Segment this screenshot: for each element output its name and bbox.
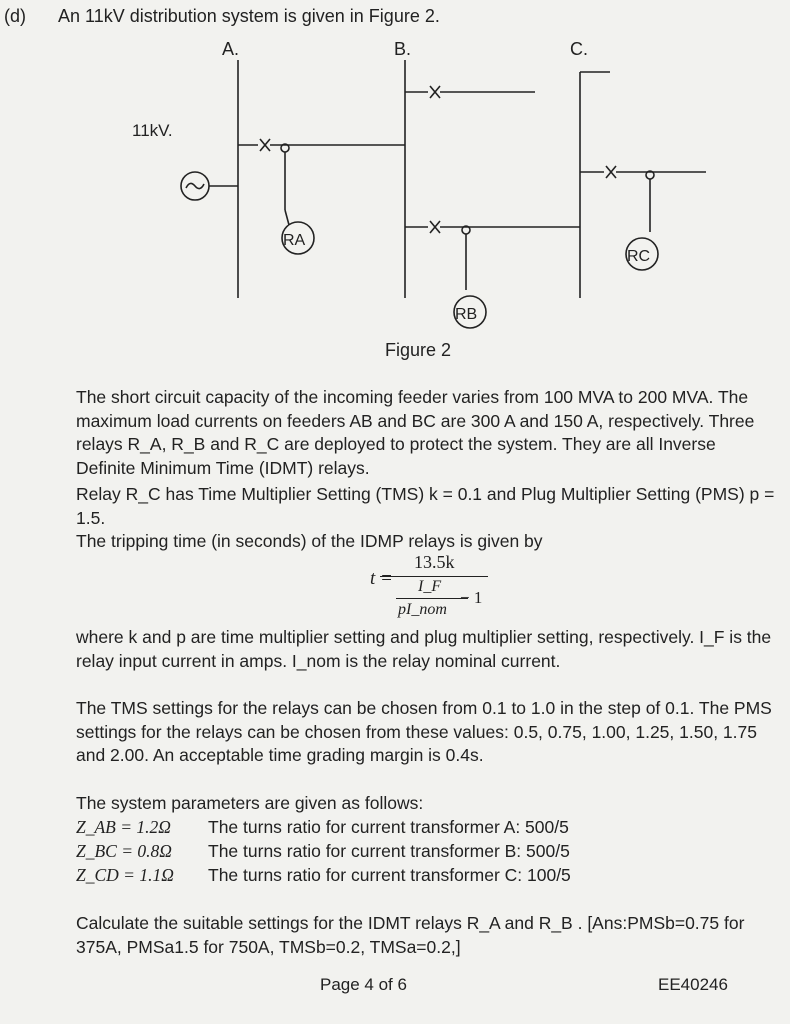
question-label: (d) (4, 6, 26, 26)
bus-c-label: C. (570, 39, 588, 59)
paragraph-3: The tripping time (in seconds) of the IDMP relays is given by (76, 531, 543, 551)
tripping-time-formula (360, 550, 520, 630)
paragraph-6: The system parameters are given as follows: (76, 793, 424, 813)
relay-c-label: RC (627, 248, 651, 265)
formula-inner-denominator: pI_nom (398, 601, 447, 618)
course-code: EE40246 (658, 975, 728, 994)
bus-b-label: B. (394, 39, 412, 59)
parameter-row (76, 865, 571, 886)
parameter-row (76, 841, 570, 862)
impedance-cd: Z_CD = 1.1Ω (76, 865, 174, 885)
paragraph-7: Calculate the suitable settings for the IDMT relays R_A and R_B . [Ans:PMSb=0.75 for 375A, PMSa1.5 for 750A, TMSb=0.2, TMSa=0.2,] (76, 913, 745, 957)
paragraph-1: The short circuit capacity of the incoming feeder varies from 100 MVA to 200 MVA. The maximum load currents on feeders AB and BC are 300 A and 150 A, respectively. Three relays R_A, R_B and R_C are deployed to protect the system. They are all Inverse Definite Minimum Time (IDMT) relays. (76, 387, 755, 478)
formula-numerator: 13.5k (414, 552, 455, 572)
figure-caption: Figure 2 (385, 340, 452, 360)
paragraph-5: The TMS settings for the relays can be chosen from 0.1 to 1.0 in the step of 0.1. The PMS settings for the relays can be chosen from these values: 0.5, 0.75, 1.00, 1.25, 1.50, 1.75 and 2.00. An acceptable time grading margin is 0.4s. (76, 698, 772, 765)
page-number: Page 4 of 6 (320, 975, 407, 994)
ct-ratio-a: The turns ratio for current transformer A: 500/5 (208, 817, 569, 837)
paragraph-4: where k and p are time multiplier setting and plug multiplier setting, respectively. I_F is the relay input current in amps. I_nom is the relay nominal current. (76, 627, 772, 671)
source-label: 11kV. (132, 121, 173, 140)
formula-minus-one: − 1 (460, 588, 483, 607)
impedance-bc: Z_BC = 0.8Ω (76, 841, 172, 861)
formula-lhs: t = (370, 568, 393, 589)
relay-b-label: RB (455, 306, 478, 323)
figure-2-diagram (0, 30, 790, 330)
impedance-ab: Z_AB = 1.2Ω (76, 817, 171, 837)
relay-a-label: RA (283, 232, 306, 249)
question-title: An 11kV distribution system is given in Figure 2. (58, 6, 440, 26)
paragraph-2: Relay R_C has Time Multiplier Setting (TMS) k = 0.1 and Plug Multiplier Setting (PMS) p = 1.5. (76, 484, 775, 528)
formula-inner-numerator: I_F (418, 578, 442, 595)
ct-ratio-c: The turns ratio for current transformer C: 100/5 (208, 865, 571, 885)
bus-a-label: A. (222, 39, 240, 59)
ct-ratio-b: The turns ratio for current transformer B: 500/5 (208, 841, 570, 861)
parameter-row (76, 817, 569, 838)
